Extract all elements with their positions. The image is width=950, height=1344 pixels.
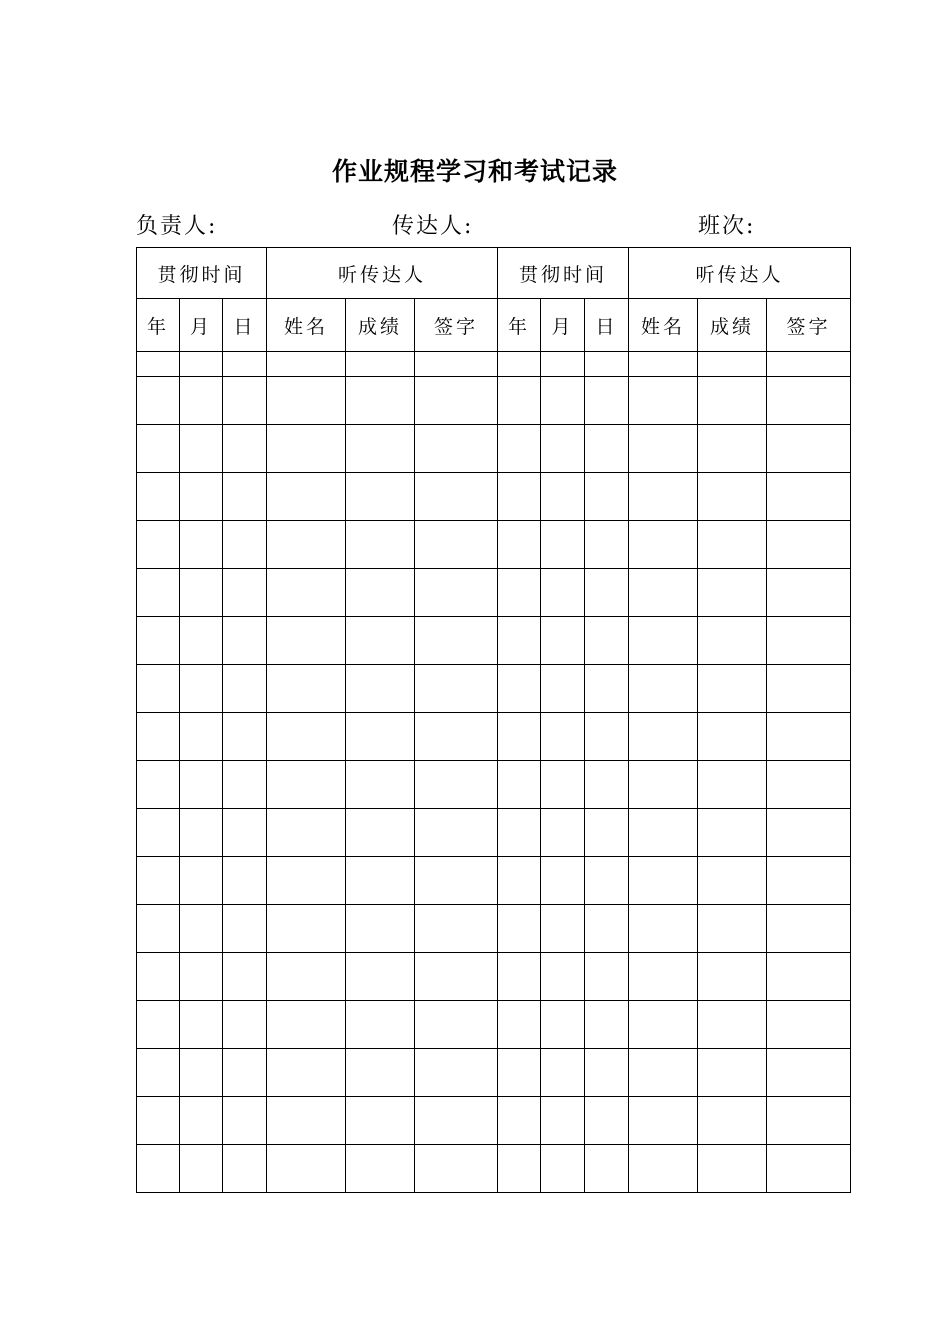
table-cell[interactable] <box>180 761 223 809</box>
table-cell[interactable] <box>629 377 698 425</box>
table-cell[interactable] <box>137 665 180 713</box>
table-cell[interactable] <box>541 1001 585 1049</box>
table-cell[interactable] <box>629 521 698 569</box>
table-row <box>137 1001 851 1049</box>
table-cell[interactable] <box>267 665 346 713</box>
table-cell[interactable] <box>346 809 415 857</box>
table-cell[interactable] <box>767 905 851 953</box>
table-cell[interactable] <box>137 377 180 425</box>
table-cell[interactable] <box>346 1001 415 1049</box>
table-cell[interactable] <box>415 1001 498 1049</box>
table-cell[interactable] <box>585 857 629 905</box>
table-cell[interactable] <box>541 352 585 377</box>
table-cell[interactable] <box>180 905 223 953</box>
table-cell[interactable] <box>585 473 629 521</box>
table-cell[interactable] <box>415 352 498 377</box>
table-cell[interactable] <box>346 857 415 905</box>
table-cell[interactable] <box>498 1145 541 1193</box>
table-cell[interactable] <box>180 857 223 905</box>
table-row <box>137 857 851 905</box>
table-cell[interactable] <box>541 1097 585 1145</box>
table-cell[interactable] <box>267 352 346 377</box>
table-cell[interactable] <box>498 425 541 473</box>
table-cell[interactable] <box>415 665 498 713</box>
table-row <box>137 1049 851 1097</box>
column-header-day: 日 <box>223 299 267 352</box>
table-cell[interactable] <box>698 761 767 809</box>
table-cell[interactable] <box>629 953 698 1001</box>
table-cell[interactable] <box>267 857 346 905</box>
table-cell[interactable] <box>585 953 629 1001</box>
table-cell[interactable] <box>180 665 223 713</box>
table-cell[interactable] <box>498 617 541 665</box>
table-cell[interactable] <box>541 1145 585 1193</box>
table-cell[interactable] <box>698 569 767 617</box>
table-cell[interactable] <box>346 377 415 425</box>
table-cell[interactable] <box>541 569 585 617</box>
table-cell[interactable] <box>267 905 346 953</box>
table-cell[interactable] <box>541 905 585 953</box>
table-cell[interactable] <box>585 352 629 377</box>
table-cell[interactable] <box>767 809 851 857</box>
column-header-day: 日 <box>585 299 629 352</box>
table-row <box>137 377 851 425</box>
table-cell[interactable] <box>585 377 629 425</box>
table-cell[interactable] <box>698 665 767 713</box>
table-cell[interactable] <box>267 953 346 1001</box>
table-row <box>137 352 851 377</box>
table-cell[interactable] <box>223 809 267 857</box>
table-cell[interactable] <box>223 1001 267 1049</box>
table-cell[interactable] <box>498 665 541 713</box>
table-cell[interactable] <box>698 352 767 377</box>
table-cell[interactable] <box>415 713 498 761</box>
table-cell[interactable] <box>223 953 267 1001</box>
table-cell[interactable] <box>267 425 346 473</box>
table-cell[interactable] <box>267 1049 346 1097</box>
table-cell[interactable] <box>498 473 541 521</box>
column-header-row <box>137 299 851 352</box>
table-cell[interactable] <box>415 761 498 809</box>
table-row <box>137 953 851 1001</box>
table-cell[interactable] <box>498 857 541 905</box>
group-header-listeners-right: 听传达人 <box>629 248 851 299</box>
table-cell[interactable] <box>346 1097 415 1145</box>
table-cell[interactable] <box>498 521 541 569</box>
table-cell[interactable] <box>629 1001 698 1049</box>
table-cell[interactable] <box>698 953 767 1001</box>
table-cell[interactable] <box>346 425 415 473</box>
table-cell[interactable] <box>137 617 180 665</box>
column-header-score: 成绩 <box>698 299 767 352</box>
table-cell[interactable] <box>180 521 223 569</box>
table-cell[interactable] <box>180 377 223 425</box>
table-cell[interactable] <box>415 473 498 521</box>
table-cell[interactable] <box>541 713 585 761</box>
table-cell[interactable] <box>137 569 180 617</box>
table-cell[interactable] <box>223 665 267 713</box>
table-cell[interactable] <box>180 425 223 473</box>
shift-label: 班次: <box>698 214 756 239</box>
table-cell[interactable] <box>180 569 223 617</box>
table-cell[interactable] <box>541 521 585 569</box>
table-cell[interactable] <box>223 905 267 953</box>
table-cell[interactable] <box>541 953 585 1001</box>
table-cell[interactable] <box>767 617 851 665</box>
table-cell[interactable] <box>629 1049 698 1097</box>
table-row <box>137 473 851 521</box>
table-cell[interactable] <box>267 761 346 809</box>
column-header-year: 年 <box>137 299 180 352</box>
table-cell[interactable] <box>629 713 698 761</box>
table-cell[interactable] <box>223 521 267 569</box>
table-cell[interactable] <box>137 953 180 1001</box>
table-cell[interactable] <box>137 473 180 521</box>
table-cell[interactable] <box>767 1001 851 1049</box>
table-row <box>137 521 851 569</box>
table-row <box>137 713 851 761</box>
table-cell[interactable] <box>180 953 223 1001</box>
table-cell[interactable] <box>767 1097 851 1145</box>
table-cell[interactable] <box>180 713 223 761</box>
table-cell[interactable] <box>223 1145 267 1193</box>
table-cell[interactable] <box>767 761 851 809</box>
table-cell[interactable] <box>223 713 267 761</box>
group-header-time-left: 贯彻时间 <box>137 248 267 299</box>
table-cell[interactable] <box>415 521 498 569</box>
table-cell[interactable] <box>629 473 698 521</box>
table-cell[interactable] <box>498 352 541 377</box>
table-cell[interactable] <box>223 857 267 905</box>
table-cell[interactable] <box>180 809 223 857</box>
table-cell[interactable] <box>180 1097 223 1145</box>
table-cell[interactable] <box>267 521 346 569</box>
table-cell[interactable] <box>415 905 498 953</box>
table-cell[interactable] <box>585 1145 629 1193</box>
table-cell[interactable] <box>767 953 851 1001</box>
table-cell[interactable] <box>498 809 541 857</box>
group-header-time-right: 贯彻时间 <box>498 248 629 299</box>
table-cell[interactable] <box>346 761 415 809</box>
table-cell[interactable] <box>767 569 851 617</box>
table-cell[interactable] <box>698 425 767 473</box>
table-cell[interactable] <box>137 713 180 761</box>
table-cell[interactable] <box>541 857 585 905</box>
table-cell[interactable] <box>415 617 498 665</box>
table-cell[interactable] <box>541 761 585 809</box>
table-cell[interactable] <box>180 1049 223 1097</box>
table-cell[interactable] <box>346 569 415 617</box>
table-cell[interactable] <box>629 1097 698 1145</box>
conveyor-label: 传达人: <box>392 214 474 239</box>
table-cell[interactable] <box>346 1049 415 1097</box>
table-cell[interactable] <box>267 473 346 521</box>
column-header-score: 成绩 <box>346 299 415 352</box>
table-cell[interactable] <box>267 569 346 617</box>
table-cell[interactable] <box>415 953 498 1001</box>
table-cell[interactable] <box>541 377 585 425</box>
column-header-signature: 签字 <box>415 299 498 352</box>
table-cell[interactable] <box>137 1049 180 1097</box>
table-cell[interactable] <box>498 905 541 953</box>
table-row <box>137 1097 851 1145</box>
table-cell[interactable] <box>137 1001 180 1049</box>
table-cell[interactable] <box>698 617 767 665</box>
table-cell[interactable] <box>267 809 346 857</box>
table-cell[interactable] <box>415 1097 498 1145</box>
column-header-month: 月 <box>541 299 585 352</box>
table-cell[interactable] <box>698 809 767 857</box>
table-cell[interactable] <box>698 521 767 569</box>
table-cell[interactable] <box>267 1145 346 1193</box>
table-cell[interactable] <box>498 377 541 425</box>
table-cell[interactable] <box>137 425 180 473</box>
table-cell[interactable] <box>498 953 541 1001</box>
table-cell[interactable] <box>767 1049 851 1097</box>
table-cell[interactable] <box>629 617 698 665</box>
table-cell[interactable] <box>137 857 180 905</box>
table-cell[interactable] <box>223 352 267 377</box>
table-cell[interactable] <box>137 761 180 809</box>
table-cell[interactable] <box>223 473 267 521</box>
table-cell[interactable] <box>180 1001 223 1049</box>
table-cell[interactable] <box>223 377 267 425</box>
table-cell[interactable] <box>585 809 629 857</box>
table-cell[interactable] <box>541 1049 585 1097</box>
table-cell[interactable] <box>629 809 698 857</box>
column-header-signature: 签字 <box>767 299 851 352</box>
table-row <box>137 617 851 665</box>
table-cell[interactable] <box>698 473 767 521</box>
table-cell[interactable] <box>498 1049 541 1097</box>
table-row <box>137 569 851 617</box>
table-cell[interactable] <box>137 1145 180 1193</box>
table-cell[interactable] <box>585 1001 629 1049</box>
table-cell[interactable] <box>267 1097 346 1145</box>
table-cell[interactable] <box>698 1097 767 1145</box>
table-cell[interactable] <box>180 617 223 665</box>
table-cell[interactable] <box>585 1049 629 1097</box>
table-cell[interactable] <box>267 1001 346 1049</box>
table-cell[interactable] <box>767 352 851 377</box>
table-cell[interactable] <box>346 665 415 713</box>
table-row <box>137 905 851 953</box>
table-cell[interactable] <box>267 617 346 665</box>
group-header-listeners-left: 听传达人 <box>267 248 498 299</box>
table-cell[interactable] <box>137 521 180 569</box>
table-cell[interactable] <box>541 665 585 713</box>
table-row <box>137 809 851 857</box>
table-cell[interactable] <box>346 521 415 569</box>
table-cell[interactable] <box>585 521 629 569</box>
column-header-year: 年 <box>498 299 541 352</box>
table-cell[interactable] <box>541 473 585 521</box>
table-cell[interactable] <box>180 1145 223 1193</box>
table-cell[interactable] <box>498 713 541 761</box>
table-cell[interactable] <box>346 617 415 665</box>
column-header-name: 姓名 <box>629 299 698 352</box>
table-cell[interactable] <box>585 1097 629 1145</box>
table-cell[interactable] <box>767 713 851 761</box>
table-row <box>137 665 851 713</box>
table-cell[interactable] <box>585 761 629 809</box>
table-cell[interactable] <box>180 352 223 377</box>
table-cell[interactable] <box>767 425 851 473</box>
table-cell[interactable] <box>698 1145 767 1193</box>
table-cell[interactable] <box>223 761 267 809</box>
table-cell[interactable] <box>698 1001 767 1049</box>
table-cell[interactable] <box>498 1097 541 1145</box>
responsible-label: 负责人: <box>136 214 218 239</box>
table-cell[interactable] <box>698 905 767 953</box>
table-cell[interactable] <box>223 1097 267 1145</box>
table-cell[interactable] <box>629 425 698 473</box>
table-cell[interactable] <box>585 425 629 473</box>
table-cell[interactable] <box>585 617 629 665</box>
table-cell[interactable] <box>498 569 541 617</box>
table-cell[interactable] <box>223 617 267 665</box>
table-row <box>137 1145 851 1193</box>
table-cell[interactable] <box>346 352 415 377</box>
table-cell[interactable] <box>267 713 346 761</box>
table-cell[interactable] <box>767 665 851 713</box>
table-row <box>137 761 851 809</box>
table-cell[interactable] <box>541 809 585 857</box>
table-cell[interactable] <box>346 905 415 953</box>
table-cell[interactable] <box>629 569 698 617</box>
table-cell[interactable] <box>585 713 629 761</box>
table-cell[interactable] <box>346 953 415 1001</box>
table-cell[interactable] <box>541 617 585 665</box>
table-cell[interactable] <box>767 857 851 905</box>
table-cell[interactable] <box>498 1001 541 1049</box>
table-cell[interactable] <box>415 857 498 905</box>
record-table <box>136 247 851 1193</box>
table-cell[interactable] <box>767 1145 851 1193</box>
table-cell[interactable] <box>180 473 223 521</box>
table-cell[interactable] <box>415 425 498 473</box>
table-cell[interactable] <box>585 665 629 713</box>
table-cell[interactable] <box>498 761 541 809</box>
table-cell[interactable] <box>137 1097 180 1145</box>
table-cell[interactable] <box>137 905 180 953</box>
table-cell[interactable] <box>629 905 698 953</box>
table-cell[interactable] <box>767 377 851 425</box>
column-header-name: 姓名 <box>267 299 346 352</box>
table-cell[interactable] <box>137 352 180 377</box>
table-cell[interactable] <box>767 473 851 521</box>
table-cell[interactable] <box>223 425 267 473</box>
table-cell[interactable] <box>415 1049 498 1097</box>
table-cell[interactable] <box>629 857 698 905</box>
table-cell[interactable] <box>629 352 698 377</box>
table-cell[interactable] <box>346 713 415 761</box>
table-cell[interactable] <box>767 521 851 569</box>
table-cell[interactable] <box>346 1145 415 1193</box>
table-cell[interactable] <box>585 905 629 953</box>
table-cell[interactable] <box>415 809 498 857</box>
table-cell[interactable] <box>698 1049 767 1097</box>
table-cell[interactable] <box>698 713 767 761</box>
table-cell[interactable] <box>629 665 698 713</box>
table-cell[interactable] <box>698 857 767 905</box>
table-row <box>137 425 851 473</box>
table-cell[interactable] <box>629 761 698 809</box>
page-title: 作业规程学习和考试记录 <box>331 157 618 186</box>
table-cell[interactable] <box>629 1145 698 1193</box>
table-cell[interactable] <box>415 377 498 425</box>
group-header-row <box>137 248 851 299</box>
column-header-month: 月 <box>180 299 223 352</box>
table-cell[interactable] <box>415 1145 498 1193</box>
table-cell[interactable] <box>541 425 585 473</box>
table-cell[interactable] <box>223 569 267 617</box>
table-cell[interactable] <box>698 377 767 425</box>
table-cell[interactable] <box>585 569 629 617</box>
table-cell[interactable] <box>415 569 498 617</box>
table-cell[interactable] <box>267 377 346 425</box>
table-cell[interactable] <box>346 473 415 521</box>
table-cell[interactable] <box>223 1049 267 1097</box>
table-cell[interactable] <box>137 809 180 857</box>
